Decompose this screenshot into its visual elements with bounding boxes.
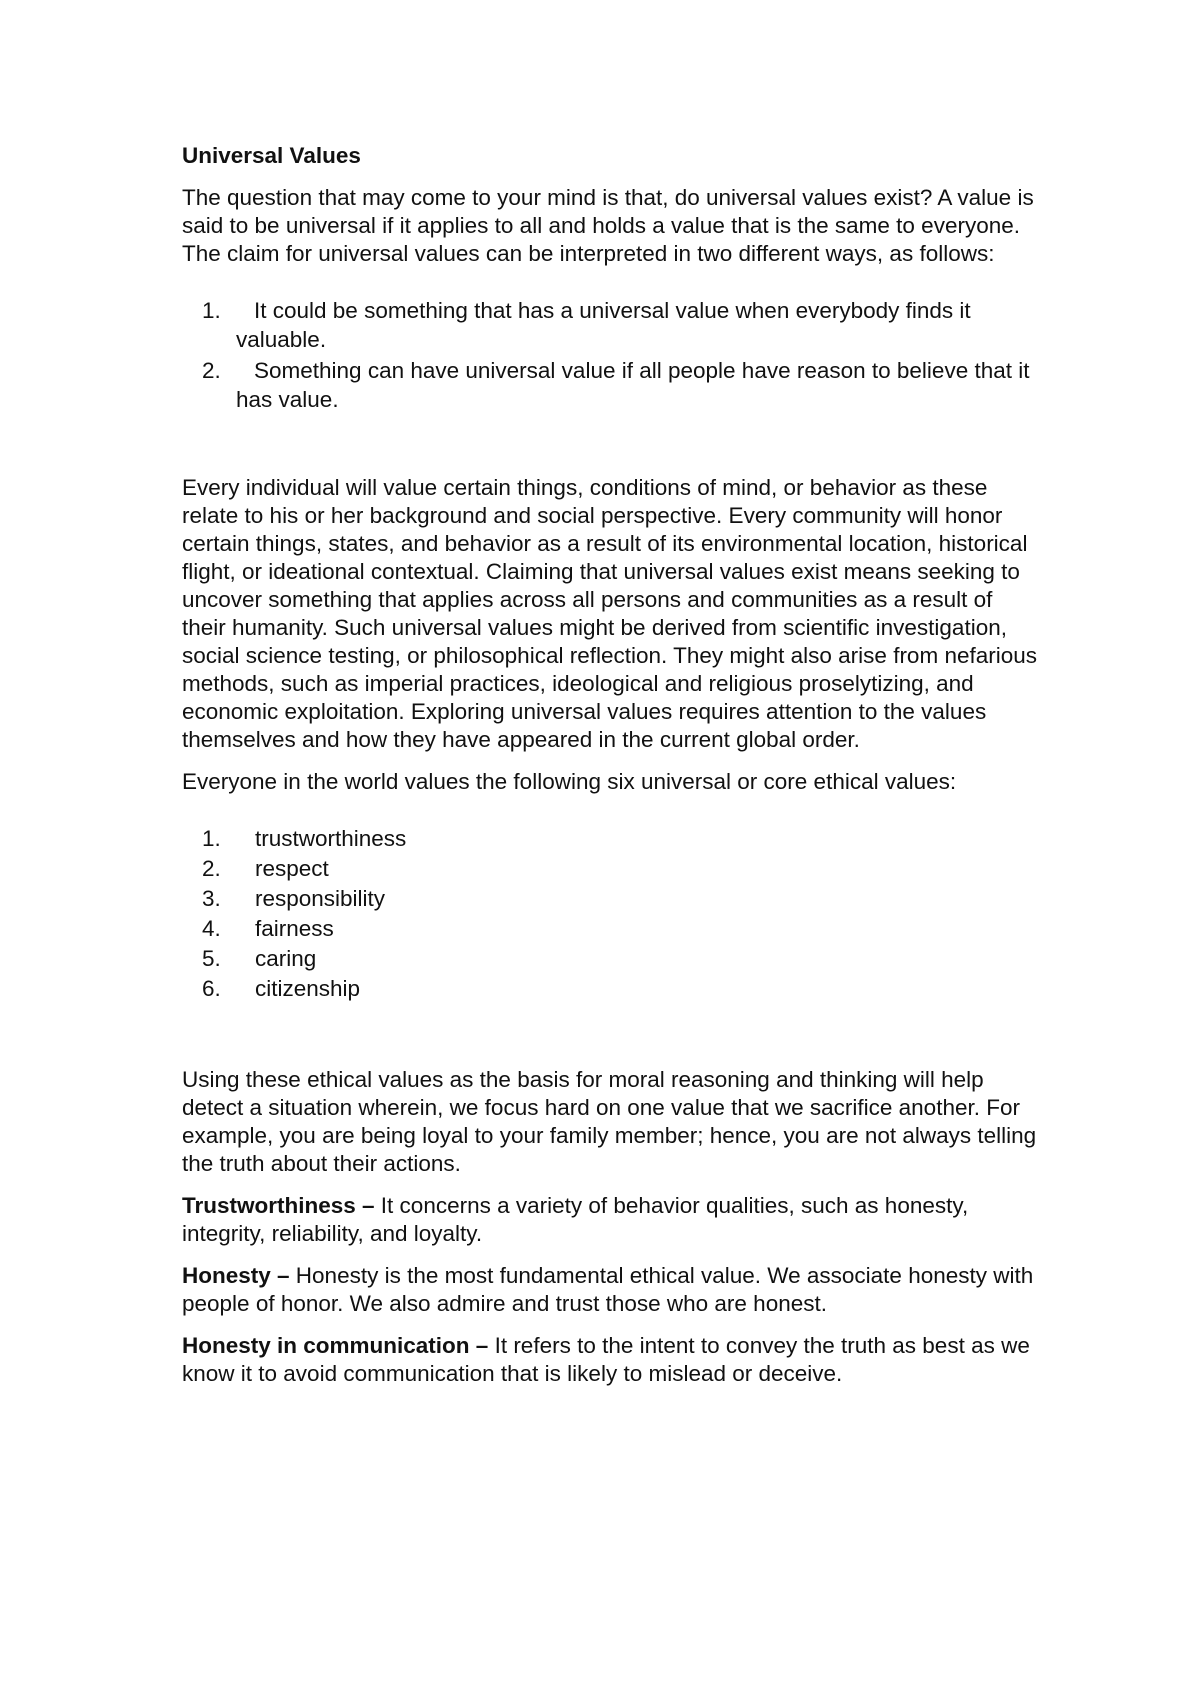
definition-term: Trustworthiness – [182, 1193, 375, 1218]
list-item-text: trustworthiness [255, 826, 407, 851]
list-item-text: It could be something that has a universal value when everybody finds it valuable. [236, 298, 971, 352]
list-item-text: fairness [255, 916, 334, 941]
list-number: 2. [202, 358, 221, 383]
definition-honesty-in-communication [182, 1332, 1042, 1388]
list-item-text: citizenship [255, 976, 361, 1001]
definition-trustworthiness [182, 1192, 1042, 1248]
core-values-list [182, 824, 1042, 1004]
spacer [182, 1004, 1042, 1066]
list-item-text: respect [255, 856, 329, 881]
paragraph-core-values-intro: Everyone in the world values the following six universal or core ethical values: [182, 769, 957, 794]
definition-term: Honesty in communication – [182, 1333, 489, 1358]
paragraph-moral-reasoning: Using these ethical values as the basis for moral reasoning and thinking will help detect a situation wherein, we focus hard on one value that we sacrifice another. For example, you are being loyal to your family member; hence, you are not always telling the truth about their actions. [182, 1067, 1037, 1176]
list-item [182, 974, 1042, 1004]
list-number: 1. [202, 298, 221, 323]
definition-honesty [182, 1262, 1042, 1318]
list-item [182, 824, 1042, 854]
list-item-text: caring [255, 946, 317, 971]
paragraph-individual-values: Every individual will value certain things, conditions of mind, or behavior as these relate to his or her background and social perspective. Every community will honor certain things, states, and behavior as a result of its environmental location, historical flight, or ideational contextual. Claiming that universal values exist means seeking to uncover something that applies across all persons and communities as a result of their humanity. Such universal values might be derived from scientific investigation, social science testing, or philosophical reflection. They might also arise from nefarious methods, such as imperial practices, ideological and religious proselytizing, and economic exploitation. Exploring universal values requires attention to the values themselves and how they have appeared in the current global order. [182, 475, 1037, 752]
spacer [182, 414, 1042, 474]
definition-text: It refers to the intent to convey the truth as best as we know it to avoid communication that is likely to mislead or deceive. [182, 1333, 1030, 1386]
page-title: Universal Values [182, 143, 361, 168]
interpretations-list [182, 296, 1042, 414]
list-item [182, 914, 1042, 944]
definition-term: Honesty – [182, 1263, 290, 1288]
document-body [182, 142, 1042, 1402]
definition-text: Honesty is the most fundamental ethical value. We associate honesty with people of honor. We also admire and trust those who are honest. [182, 1263, 1034, 1316]
list-number: 2. [202, 856, 221, 881]
list-item-text: responsibility [255, 886, 386, 911]
list-number: 1. [202, 826, 221, 851]
intro-paragraph: The question that may come to your mind is that, do universal values exist? A value is said to be universal if it applies to all and holds a value that is the same to everyone. The claim for universal values can be interpreted in two different ways, as follows: [182, 185, 1034, 266]
definition-text: It concerns a variety of behavior qualities, such as honesty, integrity, reliability, and loyalty. [182, 1193, 969, 1246]
list-item [182, 944, 1042, 974]
list-number: 3. [202, 886, 221, 911]
list-item [182, 854, 1042, 884]
list-number: 5. [202, 946, 221, 971]
list-item [182, 296, 1042, 354]
list-number: 6. [202, 976, 221, 1001]
list-item [182, 884, 1042, 914]
list-number: 4. [202, 916, 221, 941]
list-item [182, 356, 1042, 414]
list-item-text: Something can have universal value if all people have reason to believe that it has value. [236, 358, 1030, 412]
